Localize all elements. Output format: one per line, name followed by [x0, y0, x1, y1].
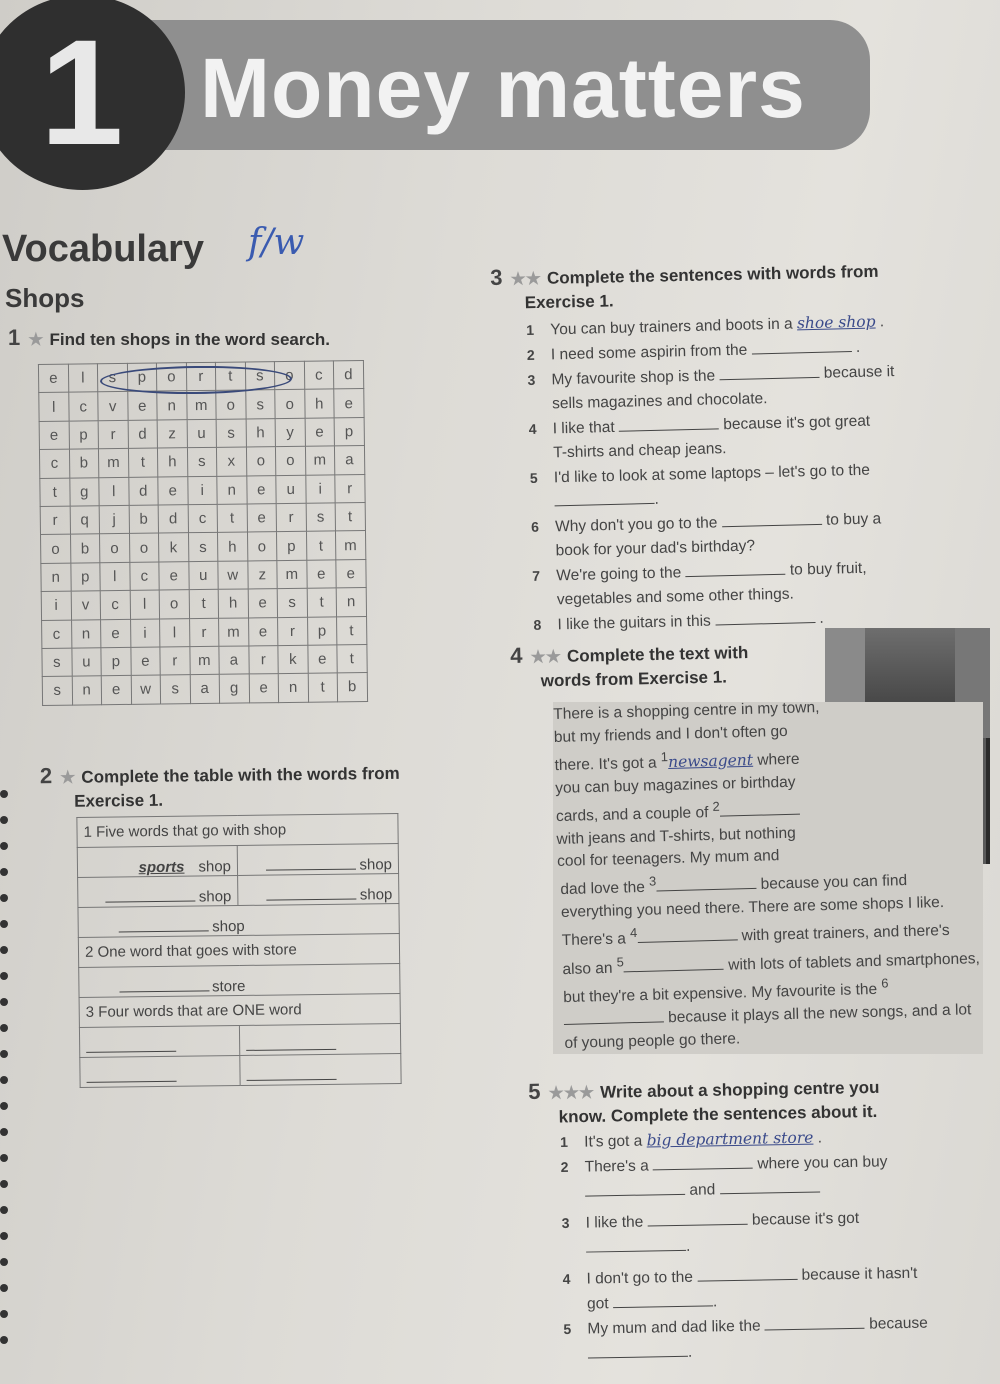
- exercise-5-list: [560, 1122, 994, 1366]
- word-search-cell[interactable]: s: [160, 675, 190, 704]
- word-search-cell[interactable]: o: [246, 447, 276, 476]
- spiral-hole: [0, 842, 8, 850]
- word-search-cell[interactable]: c: [304, 361, 334, 390]
- word-search-cell[interactable]: c: [188, 504, 218, 533]
- word-search-row: [42, 673, 367, 705]
- word-search-cell[interactable]: w: [218, 561, 248, 590]
- word-search-cell[interactable]: o: [100, 534, 130, 563]
- word-search-cell[interactable]: s: [97, 363, 127, 392]
- word-search-cell[interactable]: h: [217, 532, 247, 561]
- word-search-cell[interactable]: p: [127, 363, 157, 392]
- spiral-hole: [0, 790, 8, 798]
- unit-title: Money matters: [200, 41, 806, 135]
- word-search-cell[interactable]: y: [275, 418, 305, 447]
- word-search-cell[interactable]: w: [131, 675, 161, 704]
- word-search-cell[interactable]: o: [247, 532, 277, 561]
- word-search-cell[interactable]: d: [158, 505, 188, 534]
- list-item: 2 I need some aspirin from the .: [526, 338, 861, 364]
- word-search-row: [41, 531, 366, 563]
- word-search-cell[interactable]: m: [98, 449, 128, 478]
- blank[interactable]: [720, 814, 800, 817]
- word-search-cell[interactable]: m: [277, 560, 307, 589]
- word-search-cell[interactable]: o: [274, 361, 304, 390]
- word-search-cell[interactable]: z: [247, 560, 277, 589]
- spiral-hole: [0, 1258, 8, 1266]
- spiral-hole: [0, 1284, 8, 1292]
- list-item: 2 There's a where you can buy and: [560, 1153, 888, 1199]
- word-search-cell[interactable]: o: [129, 533, 159, 562]
- blank[interactable]: [697, 1279, 797, 1282]
- spiral-hole: [0, 1336, 8, 1344]
- word-search-cell[interactable]: t: [337, 644, 367, 673]
- spiral-hole: [0, 946, 8, 954]
- vocabulary-heading: Vocabulary: [2, 228, 205, 270]
- word-search-cell[interactable]: h: [218, 589, 248, 618]
- word-search-cell[interactable]: u: [71, 648, 101, 677]
- word-search-cell[interactable]: e: [246, 475, 276, 504]
- blank[interactable]: [266, 869, 356, 871]
- word-search-cell[interactable]: s: [216, 419, 246, 448]
- spiral-hole: [0, 1310, 8, 1318]
- word-search-cell[interactable]: e: [305, 418, 335, 447]
- word-search-cell[interactable]: x: [216, 447, 246, 476]
- list-item: 8 I like the guitars in this .: [533, 609, 824, 634]
- word-search-cell[interactable]: r: [248, 645, 278, 674]
- word-search-cell[interactable]: m: [186, 391, 216, 420]
- word-search-cell[interactable]: q: [70, 506, 100, 535]
- spiral-hole: [0, 1024, 8, 1032]
- word-search-cell[interactable]: t: [335, 502, 365, 531]
- word-search-cell[interactable]: p: [69, 421, 99, 450]
- word-search-cell[interactable]: o: [41, 534, 71, 563]
- list-item: 3 I like the because it's got .: [561, 1209, 860, 1255]
- word-search-cell[interactable]: s: [187, 447, 217, 476]
- word-search-cell[interactable]: o: [159, 590, 189, 619]
- blank[interactable]: [87, 1081, 177, 1083]
- word-search-cell[interactable]: t: [337, 616, 367, 645]
- word-search-cell[interactable]: e: [307, 645, 337, 674]
- word-search-cell[interactable]: b: [337, 673, 367, 702]
- spiral-hole: [0, 1206, 8, 1214]
- exercise-1-instruction: 1 ★ Find ten shops in the word search.: [8, 325, 331, 350]
- word-search-cell[interactable]: r: [98, 420, 128, 449]
- word-search-cell[interactable]: t: [306, 531, 336, 560]
- exercise-2-table: 1 Five words that go with shop sports shop shop shop shop shop 2 One word that goes with store store 3 Four words that are ONE word: [76, 813, 401, 1088]
- word-search-cell[interactable]: u: [276, 475, 306, 504]
- blank[interactable]: [267, 899, 357, 901]
- blank[interactable]: [720, 377, 820, 380]
- spiral-hole: [0, 972, 8, 980]
- word-search-cell[interactable]: v: [98, 392, 128, 421]
- word-search-cell[interactable]: n: [72, 676, 102, 705]
- word-search-cell[interactable]: r: [40, 506, 70, 535]
- spiral-hole: [0, 1180, 8, 1188]
- blank[interactable]: [720, 1191, 820, 1194]
- exercise-4-text: There is a shopping centre in my town, but my friends and I don't often go there. It's got a $^1$newsagent where you can buy magazines or birthday cards, and a couple of $^2$ with jeans and T-shirts, but nothing cool for teenagers. My mum and: [553, 699, 820, 871]
- blank[interactable]: [564, 1021, 664, 1025]
- blank[interactable]: [715, 622, 815, 625]
- blank[interactable]: [619, 428, 719, 431]
- blank[interactable]: [752, 351, 852, 354]
- word-search-cell[interactable]: l: [130, 590, 160, 619]
- word-search-cell[interactable]: r: [278, 617, 308, 646]
- word-search-cell[interactable]: n: [217, 476, 247, 505]
- word-search-cell[interactable]: v: [71, 591, 101, 620]
- word-search-cell[interactable]: g: [219, 674, 249, 703]
- word-search-cell[interactable]: i: [305, 474, 335, 503]
- blank[interactable]: [585, 1194, 685, 1197]
- blank[interactable]: [686, 574, 786, 577]
- blank[interactable]: [722, 524, 822, 527]
- blank[interactable]: [765, 1328, 865, 1331]
- spiral-hole: [0, 1232, 8, 1240]
- word-search-cell[interactable]: d: [128, 477, 158, 506]
- word-search-cell[interactable]: e: [247, 504, 277, 533]
- word-search-row: [39, 446, 364, 478]
- blank[interactable]: [86, 1051, 176, 1053]
- shops-heading: Shops: [5, 283, 85, 313]
- word-search-cell[interactable]: e: [101, 619, 131, 648]
- word-search-cell[interactable]: e: [336, 559, 366, 588]
- word-search-cell[interactable]: h: [157, 448, 187, 477]
- word-search-cell[interactable]: t: [128, 448, 158, 477]
- word-search-cell[interactable]: r: [186, 362, 216, 391]
- word-search-cell[interactable]: o: [156, 363, 186, 392]
- answer-sports: sports: [138, 858, 185, 877]
- word-search-cell[interactable]: i: [130, 619, 160, 648]
- list-item: 6 Why don't you go to the to buy a book for your dad's birthday?: [530, 510, 882, 560]
- spiral-hole: [0, 1128, 8, 1136]
- word-search-cell[interactable]: g: [69, 477, 99, 506]
- word-search-cell[interactable]: b: [70, 534, 100, 563]
- spiral-hole: [0, 816, 8, 824]
- table-header-3: 3 Four words that are ONE word: [79, 994, 400, 1028]
- word-search-row: [41, 559, 366, 591]
- blank[interactable]: [246, 1049, 336, 1051]
- word-search-cell[interactable]: n: [71, 619, 101, 648]
- word-search-cell[interactable]: e: [158, 476, 188, 505]
- word-search-cell[interactable]: b: [129, 505, 159, 534]
- word-search-cell[interactable]: p: [276, 532, 306, 561]
- list-item: 4 I don't go to the because it hasn't got .: [562, 1264, 918, 1313]
- exercise-5-instruction: 5 ★★★ Write about a shopping centre you know. Complete the sentences about it.: [527, 1077, 880, 1127]
- word-search-cell[interactable]: m: [305, 446, 335, 475]
- word-search-cell[interactable]: d: [333, 361, 363, 390]
- word-search-cell[interactable]: e: [38, 364, 68, 393]
- table-header-2: 2 One word that goes with store: [78, 934, 399, 968]
- word-search-cell[interactable]: k: [278, 645, 308, 674]
- spiral-hole: [0, 1050, 8, 1058]
- word-search-cell[interactable]: e: [306, 560, 336, 589]
- spiral-hole: [0, 1076, 8, 1084]
- word-search-cell[interactable]: i: [41, 591, 71, 620]
- word-search-row: [42, 644, 367, 676]
- word-search-cell[interactable]: t: [308, 673, 338, 702]
- word-search-row: [39, 417, 364, 449]
- word-search-cell[interactable]: e: [39, 421, 69, 450]
- word-search-cell[interactable]: r: [276, 503, 306, 532]
- word-search-cell[interactable]: r: [335, 474, 365, 503]
- word-search-cell[interactable]: p: [307, 616, 337, 645]
- word-search-row: [42, 616, 367, 648]
- list-item: 5 I'd like to look at some laptops – let's go to the .: [529, 461, 871, 508]
- word-search-cell[interactable]: l: [39, 393, 69, 422]
- blank[interactable]: [637, 940, 737, 944]
- word-search-cell[interactable]: o: [216, 390, 246, 419]
- word-search-cell[interactable]: m: [189, 646, 219, 675]
- blank[interactable]: [555, 503, 655, 506]
- word-search-cell[interactable]: o: [275, 446, 305, 475]
- word-search-cell[interactable]: n: [336, 588, 366, 617]
- word-search-cell[interactable]: u: [188, 561, 218, 590]
- word-search-cell[interactable]: s: [188, 533, 218, 562]
- spiral-hole: [0, 1102, 8, 1110]
- spiral-hole: [0, 1154, 8, 1162]
- list-item: 1 It's got a big department store .: [560, 1128, 823, 1151]
- word-search-cell[interactable]: e: [130, 647, 160, 676]
- word-search-cell[interactable]: t: [40, 478, 70, 507]
- word-search-cell[interactable]: s: [42, 676, 72, 705]
- word-search-cell[interactable]: c: [42, 620, 72, 649]
- word-search-grid: [38, 360, 368, 706]
- word-search-cell[interactable]: j: [99, 505, 129, 534]
- blank[interactable]: [648, 1224, 748, 1227]
- word-search-cell[interactable]: t: [217, 504, 247, 533]
- spiral-hole: [0, 868, 8, 876]
- word-search-cell[interactable]: c: [129, 562, 159, 591]
- word-search-cell[interactable]: n: [41, 563, 71, 592]
- word-search-cell[interactable]: e: [248, 617, 278, 646]
- list-item: 3 My favourite shop is the because it sells magazines and chocolate.: [527, 363, 895, 413]
- word-search-cell[interactable]: c: [68, 392, 98, 421]
- list-item: 7 We're going to the to buy fruit, vegetables and some other things.: [532, 559, 867, 609]
- word-search-cell[interactable]: b: [69, 449, 99, 478]
- word-search-cell[interactable]: c: [100, 591, 130, 620]
- word-search-cell[interactable]: e: [248, 589, 278, 618]
- word-search-cell[interactable]: e: [127, 391, 157, 420]
- word-search-cell[interactable]: c: [39, 449, 69, 478]
- list-item: 1 You can buy trainers and boots in a shoe shop .: [526, 312, 885, 339]
- blank[interactable]: [588, 1356, 688, 1359]
- word-search-cell[interactable]: r: [160, 647, 190, 676]
- word-search-cell[interactable]: s: [306, 503, 336, 532]
- blank[interactable]: [613, 1305, 713, 1308]
- exercise-3-list: [526, 308, 954, 638]
- word-search-cell[interactable]: a: [334, 446, 364, 475]
- spiral-hole: [0, 998, 8, 1006]
- word-search-cell[interactable]: u: [187, 419, 217, 448]
- spiral-hole: [0, 920, 8, 928]
- word-search-cell[interactable]: p: [334, 417, 364, 446]
- word-search-cell[interactable]: l: [68, 364, 98, 393]
- word-search-cell[interactable]: s: [245, 390, 275, 419]
- word-search-cell[interactable]: e: [101, 676, 131, 705]
- word-search-row: [41, 588, 366, 620]
- blank[interactable]: [119, 990, 209, 992]
- table-header-1: 1 Five words that go with shop: [77, 814, 398, 848]
- blank[interactable]: [119, 930, 209, 932]
- word-search-cell[interactable]: m: [219, 617, 249, 646]
- unit-number: 1: [40, 8, 124, 176]
- word-search-cell[interactable]: e: [249, 674, 279, 703]
- blank[interactable]: [653, 1168, 753, 1171]
- word-search-cell[interactable]: s: [42, 648, 72, 677]
- word-search-row: [40, 502, 365, 534]
- word-search-cell[interactable]: t: [215, 362, 245, 391]
- word-search-cell[interactable]: d: [128, 420, 158, 449]
- word-search-cell[interactable]: a: [190, 675, 220, 704]
- word-search-cell[interactable]: z: [157, 419, 187, 448]
- word-search-cell[interactable]: o: [275, 390, 305, 419]
- word-search-cell[interactable]: p: [70, 562, 100, 591]
- word-search-cell[interactable]: l: [100, 562, 130, 591]
- word-search-cell[interactable]: l: [160, 618, 190, 647]
- blank[interactable]: [624, 969, 724, 973]
- list-item: 4 I like that because it's got great T-shirts and cheap jeans.: [528, 412, 871, 462]
- word-search-cell[interactable]: s: [277, 588, 307, 617]
- word-search-cell[interactable]: t: [307, 588, 337, 617]
- blank[interactable]: [247, 1079, 337, 1081]
- word-search-cell[interactable]: r: [189, 618, 219, 647]
- word-search-cell[interactable]: t: [189, 589, 219, 618]
- exercise-2-instruction: 2 ★ Complete the table with the words from Exercise 1.: [39, 763, 400, 811]
- word-search-cell[interactable]: k: [159, 533, 189, 562]
- exercise-4-instruction: 4 ★★ Complete the text with words from Exercise 1.: [509, 642, 749, 691]
- word-search-cell[interactable]: e: [334, 389, 364, 418]
- blank[interactable]: [586, 1250, 686, 1253]
- blank[interactable]: [106, 901, 196, 903]
- exercise-3-instruction: 3 ★★ Complete the sentences with words from Exercise 1.: [489, 261, 879, 313]
- blank[interactable]: [656, 888, 756, 892]
- word-search-cell[interactable]: i: [187, 476, 217, 505]
- word-search-cell[interactable]: a: [219, 646, 249, 675]
- word-search-cell[interactable]: h: [246, 418, 276, 447]
- spiral-hole: [0, 894, 8, 902]
- word-search-cell[interactable]: p: [101, 647, 131, 676]
- word-search-cell[interactable]: n: [278, 674, 308, 703]
- word-search-cell[interactable]: m: [335, 531, 365, 560]
- word-search-cell[interactable]: e: [159, 561, 189, 590]
- word-search-cell[interactable]: s: [245, 362, 275, 391]
- word-search-cell[interactable]: n: [157, 391, 187, 420]
- word-search-cell[interactable]: l: [99, 477, 129, 506]
- word-search-cell[interactable]: h: [304, 389, 334, 418]
- list-item: 5 My mum and dad like the because .: [563, 1314, 928, 1361]
- handwritten-note: f/w: [248, 222, 305, 263]
- word-search-row: [40, 474, 365, 506]
- exercise-4-text-continued: dad love the $^3$ because you can find everything you need there. There are some shops I like. There's a $^4$ with great trainers, and there's also an $^5$ with lots of tablets and smartphones, but they're a bit expensive. My favourite is the $^6$ because it plays all the new songs, and a lot of young people go there.: [560, 872, 980, 1052]
